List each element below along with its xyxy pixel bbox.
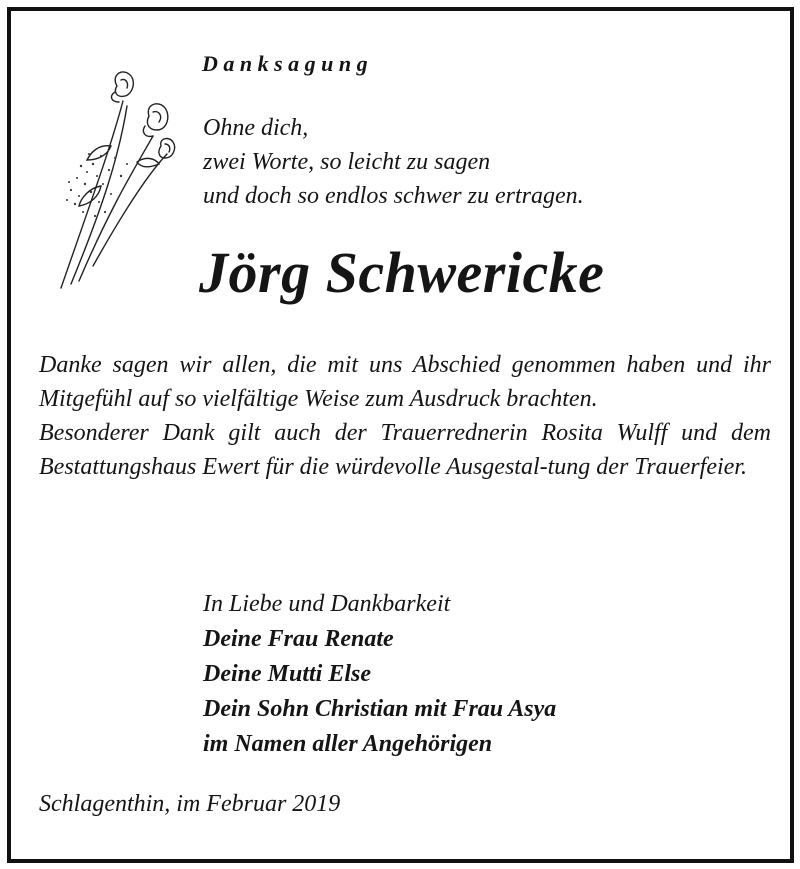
signature-name: Dein Sohn Christian mit Frau Asya xyxy=(203,696,557,722)
verse-line: Ohne dich, xyxy=(203,115,309,141)
thanks-text xyxy=(39,348,771,484)
thanks-paragraph: Besonderer Dank gilt auch der Trauerrednerin Rosita Wulff und dem Bestattungshaus Ewert für die würdevolle Ausgestal-tung der Trauerfeier. xyxy=(39,420,771,480)
verse-line: zwei Worte, so leicht zu sagen xyxy=(203,149,491,175)
deceased-name: Jörg Schwericke xyxy=(199,240,605,305)
signature-name: im Namen aller Angehörigen xyxy=(203,731,493,757)
signature-name: Deine Mutti Else xyxy=(203,661,372,687)
thanks-paragraph: Danke sagen wir allen, die mit uns Abschied genommen haben und ihr Mitgefühl auf so vielfältige Weise zum Ausdruck brachten. xyxy=(39,352,771,412)
obituary-notice xyxy=(7,7,794,863)
rose-sketch-icon xyxy=(41,66,191,296)
signature-block xyxy=(203,587,556,762)
verse xyxy=(203,111,584,213)
heading: Danksagung xyxy=(202,51,374,76)
signature-intro: In Liebe und Dankbarkeit xyxy=(203,591,451,617)
place-date: Schlagenthin, im Februar 2019 xyxy=(39,791,341,817)
verse-line: und doch so endlos schwer zu ertragen. xyxy=(203,183,584,209)
signature-name: Deine Frau Renate xyxy=(203,626,394,652)
